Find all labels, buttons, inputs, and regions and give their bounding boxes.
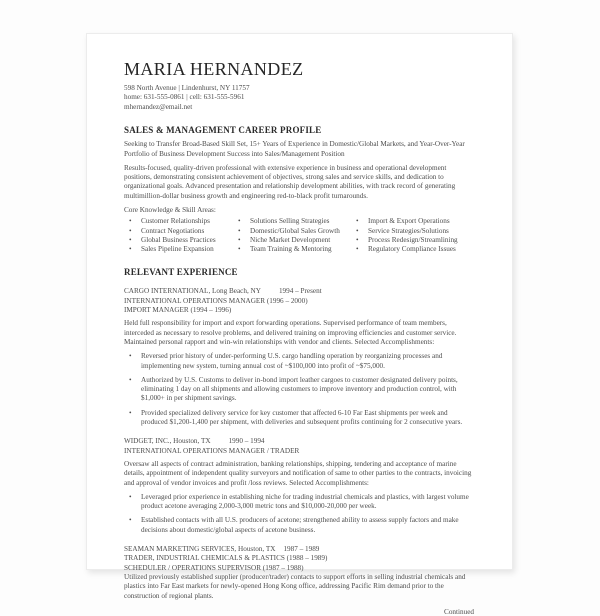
skill-item [356, 217, 474, 226]
job-entry-widget-inc [124, 437, 474, 535]
bullet-icon: • [356, 235, 359, 244]
skill-item [238, 245, 356, 254]
skill-label: Domestic/Global Sales Growth [250, 226, 340, 235]
bullet-icon: • [129, 235, 132, 244]
job-title: INTERNATIONAL OPERATIONS MANAGER (1996 – 2000) [124, 296, 308, 305]
accomplishment-text: Authorized by U.S. Customs to deliver in-bond import leather cargoes to customer designated delivery points, eliminating 1 day on all shipments and allowing customers to improve inventory and production control, with $1,000+ in per shipment savings. [141, 375, 458, 403]
job-title: IMPORT MANAGER (1994 – 1996) [124, 306, 232, 315]
skills-column-1 [124, 217, 238, 254]
job-company-line [124, 545, 474, 554]
job-summary: Oversaw all aspects of contract administration, banking relationships, shipping, tendering and acceptance of marine details, appointment of independent quality surveyors and notification of same to other parties to the contracts, invoicing and approval of vendor invoices and profit /loss reviews. Selected Accomplishments: [124, 459, 472, 487]
bullet-icon: • [129, 375, 132, 384]
job-accomplishments [124, 352, 474, 427]
job-title: INTERNATIONAL OPERATIONS MANAGER / TRADER [124, 446, 300, 455]
skills-column-3 [356, 217, 474, 254]
job-dates: 1990 – 1994 [228, 437, 265, 446]
bullet-icon: • [238, 217, 241, 226]
skill-item [238, 227, 356, 236]
person-name: MARIA HERNANDEZ [124, 59, 304, 79]
job-title: TRADER, INDUSTRIAL CHEMICALS & PLASTICS (1988 – 1989) [124, 554, 328, 563]
section-heading-relevant-experience: RELEVANT EXPERIENCE [124, 267, 238, 278]
skills-columns [124, 217, 474, 254]
job-dates: 1994 – Present [278, 287, 322, 296]
skill-item [129, 245, 238, 254]
accomplishment-item [124, 493, 474, 512]
job-entry-seaman-marketing [124, 545, 474, 601]
bullet-icon: • [129, 408, 132, 417]
profile-objective: Seeking to Transfer Broad-Based Skill Set, 15+ Years of Experience in Domestic/Global Markets, and Year-Over-Year Portfolio of Business Development Success into Sales/Management Position [124, 140, 465, 158]
bullet-icon: • [238, 235, 241, 244]
skill-label: Global Business Practices [141, 235, 216, 244]
company-name: SEAMAN MARKETING SERVICES, Houston, TX [124, 545, 276, 554]
job-company-line [124, 287, 474, 296]
skill-label: Customer Relationships [141, 217, 210, 226]
skill-label: Solutions Selling Strategies [250, 217, 330, 226]
bullet-icon: • [356, 226, 359, 235]
contact-email: mhernandez@email.net [124, 102, 193, 111]
skill-item [356, 227, 474, 236]
bullet-icon: • [356, 217, 359, 226]
bullet-icon: • [129, 516, 132, 525]
skill-item [129, 227, 238, 236]
skill-item [238, 217, 356, 226]
skill-label: Import & Export Operations [368, 217, 450, 226]
company-name: CARGO INTERNATIONAL, Long Beach, NY [124, 287, 261, 296]
bullet-icon: • [129, 217, 132, 226]
skill-item [129, 236, 238, 245]
skill-label: Regulatory Compliance Issues [368, 245, 456, 254]
job-summary: Utilized previously established supplier (producer/trader) contacts to support efforts in selling industrial chemicals and plastics into Far East markets for newly-opened Hong Kong office, addressing Pacific Rim demand prior to the construction of regional plants. [124, 572, 466, 600]
accomplishment-item [124, 516, 474, 535]
skill-item [129, 217, 238, 226]
accomplishment-text: Reversed prior history of under-performing U.S. cargo handling operation by reorganizing processes and implementing new system, turning annual cost of ~$100,000 into profit of ~$75,000. [141, 352, 443, 370]
skills-column-2 [238, 217, 356, 254]
bullet-icon: • [129, 226, 132, 235]
bullet-icon: • [129, 245, 132, 254]
skill-label: Contract Negotiations [141, 226, 205, 235]
contact-phones: home: 631-555-0861 | cell: 631-555-5961 [124, 93, 245, 102]
bullet-icon: • [238, 245, 241, 254]
job-accomplishments [124, 493, 474, 535]
skills-label: Core Knowledge & Skill Areas: [124, 206, 216, 214]
job-dates: 1987 – 1989 [283, 545, 320, 554]
job-company-line [124, 437, 474, 446]
company-name: WIDGET, INC., Houston, TX [124, 437, 211, 446]
section-heading-career-profile: SALES & MANAGEMENT CAREER PROFILE [124, 125, 322, 136]
accomplishment-text: Provided specialized delivery service for key customer that affected 6-10 Far East shipments per week and produced $1,200-1,400 per shipment, with deliveries and subsequent profits continuing for 2 consecutive years. [141, 408, 463, 427]
accomplishment-item [124, 376, 474, 404]
job-summary: Held full responsibility for import and export forwarding operations. Supervised performance of team members, interceded as necessary to resolve problems, and delivered training on improving efficiencies and customer service. Maintained personal rapport and win-win relationships with vendor and clients. Selected Accomplishments: [124, 319, 457, 346]
bullet-icon: • [356, 245, 359, 254]
skill-item [356, 245, 474, 254]
skill-label: Sales Pipeline Expansion [141, 245, 214, 254]
accomplishment-text: Leveraged prior experience in establishing niche for trading industrial chemicals and plastics, with largest volume product acetone averaging 2,000-3,000 metric tons and $10,000-20,000 per week. [141, 492, 469, 511]
job-title: SCHEDULER / OPERATIONS SUPERVISOR (1987 – 1988) [124, 563, 304, 572]
resume-page [86, 33, 513, 616]
contact-address: 598 North Avenue | Lindenhurst, NY 11757 [124, 84, 250, 92]
bullet-icon: • [129, 492, 132, 501]
accomplishment-item [124, 352, 474, 371]
skill-item [238, 236, 356, 245]
accomplishment-item [124, 409, 474, 428]
skill-label: Service Strategies/Solutions [368, 226, 449, 235]
bullet-icon: • [238, 226, 241, 235]
skill-label: Process Redesign/Streamlining [368, 235, 458, 244]
skill-label: Team Training & Mentoring [250, 245, 332, 254]
skill-label: Niche Market Development [250, 235, 331, 244]
accomplishment-text: Established contacts with all U.S. producers of acetone; strengthened ability to assess supply factors and make decisions about domestic/global aspects of acetone business. [141, 516, 459, 534]
continued-note: Continued [444, 607, 474, 616]
bullet-icon: • [129, 352, 132, 361]
job-entry-cargo-international [124, 287, 474, 427]
profile-summary: Results-focused, quality-driven professional with extensive experience in business and operational development positions, demonstrating consistent achievement of objectives, strong sales and service skills, and dedication to organizational goals. Advanced presentation and relationship development abilities, with track record of generating multimillion-dollar business growth and engineering red-to-black profit turnarounds. [124, 163, 456, 200]
skill-item [356, 236, 474, 245]
